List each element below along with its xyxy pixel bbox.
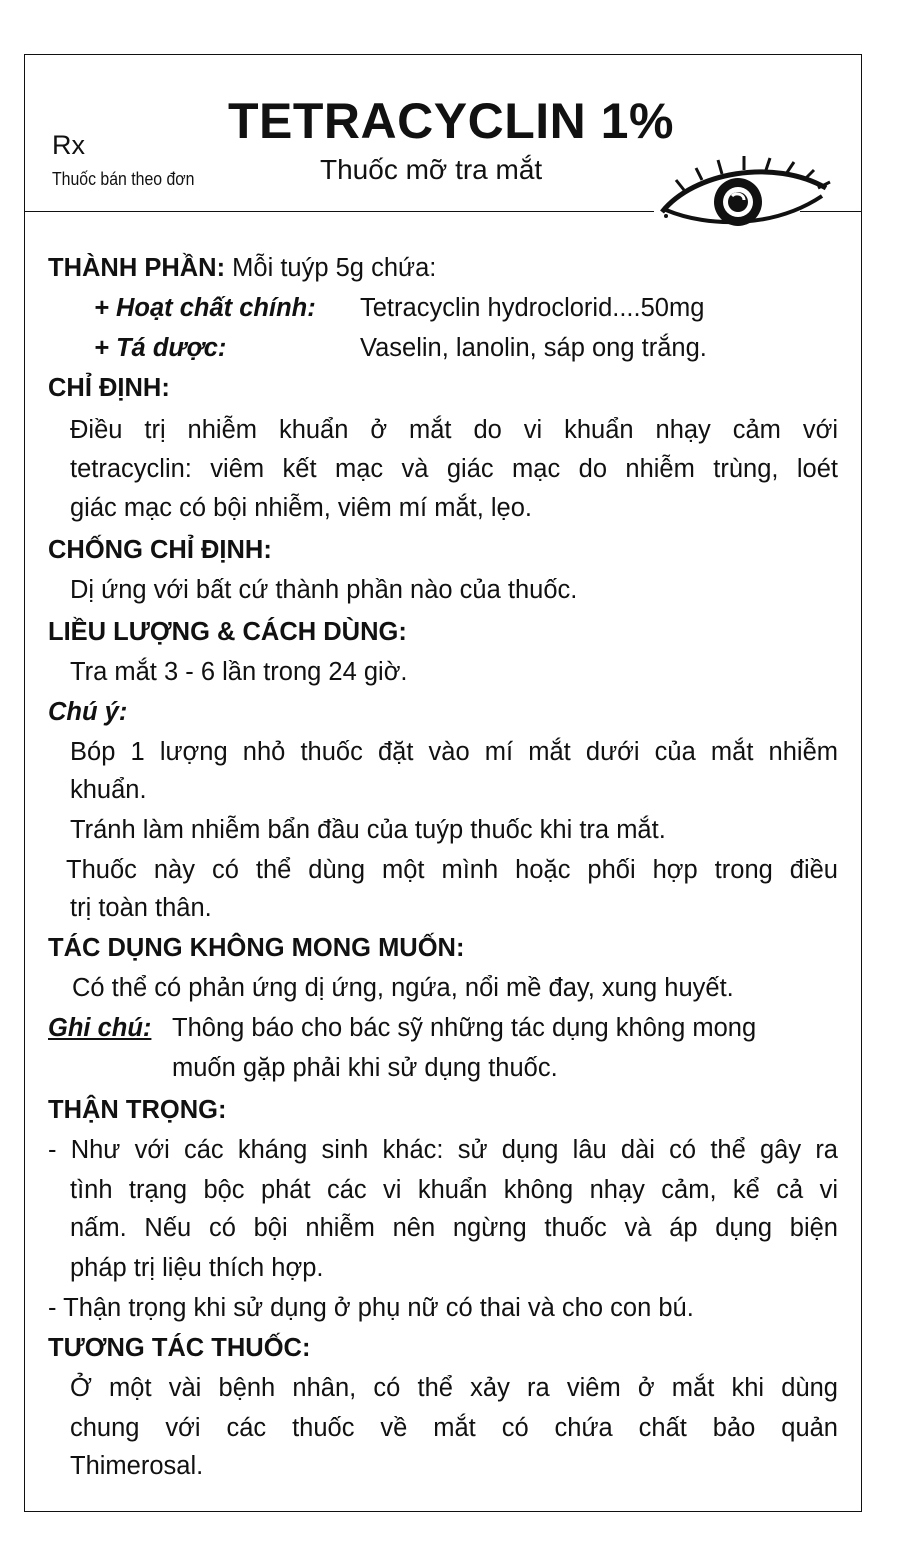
- note-line: Thông báo cho bác sỹ những tác dụng không mong: [172, 1014, 757, 1042]
- precautions-line: nấm. Nếu có bội nhiễm nên ngừng thuốc và áp dụng biện: [70, 1214, 838, 1242]
- contraindication-heading: CHỐNG CHỈ ĐỊNH:: [48, 536, 272, 564]
- precautions-line: tình trạng bộc phát các vi khuẩn không nhạy cảm, kể cả vi: [70, 1176, 838, 1204]
- note-line: muốn gặp phải khi sử dụng thuốc.: [172, 1054, 558, 1082]
- product-subtitle: Thuốc mỡ tra mắt: [320, 154, 543, 185]
- dosage-heading: LIỀU LƯỢNG & CÁCH DÙNG:: [48, 618, 407, 646]
- interactions-heading: TƯƠNG TÁC THUỐC:: [48, 1334, 311, 1362]
- precautions-line: - Thận trọng khi sử dụng ở phụ nữ có thai và cho con bú.: [48, 1294, 694, 1322]
- precautions-line: - Như với các kháng sinh khác: sử dụng lâu dài có thể gây ra: [48, 1136, 838, 1164]
- caution-line: Thuốc này có thể dùng một mình hoặc phối hợp trong điều: [66, 856, 838, 884]
- active-ingredient-value: Tetracyclin hydroclorid....50mg: [360, 294, 705, 322]
- header-divider: [24, 211, 654, 212]
- caution-line: Tránh làm nhiễm bẩn đầu của tuýp thuốc khi tra mắt.: [70, 816, 666, 844]
- side-effects-text: Có thể có phản ứng dị ứng, ngứa, nổi mề đay, xung huyết.: [72, 974, 734, 1002]
- indication-heading: CHỈ ĐỊNH:: [48, 374, 170, 402]
- caution-heading: Chú ý:: [48, 698, 128, 726]
- caution-line: trị toàn thân.: [70, 894, 212, 922]
- active-ingredient-label: + Hoạt chất chính:: [94, 294, 316, 322]
- composition-heading: THÀNH PHẦN:: [48, 254, 226, 282]
- indication-line: Điều trị nhiễm khuẩn ở mắt do vi khuẩn nhạy cảm với: [70, 416, 838, 444]
- interactions-line: Ở một vài bệnh nhân, có thể xảy ra viêm ở mắt khi dùng: [70, 1374, 838, 1402]
- dosage-text: Tra mắt 3 - 6 lần trong 24 giờ.: [70, 658, 408, 686]
- eye-icon: [654, 150, 834, 232]
- interactions-line: Thimerosal.: [70, 1452, 204, 1480]
- composition-intro: Mỗi tuýp 5g chứa:: [232, 254, 437, 282]
- side-effects-heading: TÁC DỤNG KHÔNG MONG MUỐN:: [48, 934, 465, 962]
- product-title: TETRACYCLIN 1%: [228, 93, 674, 149]
- note-label: Ghi chú:: [48, 1014, 152, 1042]
- precautions-heading: THẬN TRỌNG:: [48, 1096, 227, 1124]
- indication-line: tetracyclin: viêm kết mạc và giác mạc do nhiễm trùng, loét: [70, 455, 838, 483]
- caution-line: khuẩn.: [70, 776, 147, 804]
- rx-symbol: Rx: [52, 130, 85, 160]
- contraindication-text: Dị ứng với bất cứ thành phần nào của thuốc.: [70, 576, 578, 604]
- composition-section: [48, 256, 436, 282]
- caution-line: Bóp 1 lượng nhỏ thuốc đặt vào mí mắt dưới của mắt nhiễm: [70, 738, 838, 766]
- indication-line: giác mạc có bội nhiễm, viêm mí mắt, lẹo.: [70, 494, 533, 522]
- precautions-line: pháp trị liệu thích hợp.: [70, 1254, 324, 1282]
- excipient-label: + Tá dược:: [94, 334, 227, 362]
- prescription-note: Thuốc bán theo đơn: [52, 169, 195, 189]
- interactions-line: chung với các thuốc về mắt có chứa chất bảo quản: [70, 1414, 838, 1442]
- excipient-value: Vaselin, lanolin, sáp ong trắng.: [360, 334, 707, 362]
